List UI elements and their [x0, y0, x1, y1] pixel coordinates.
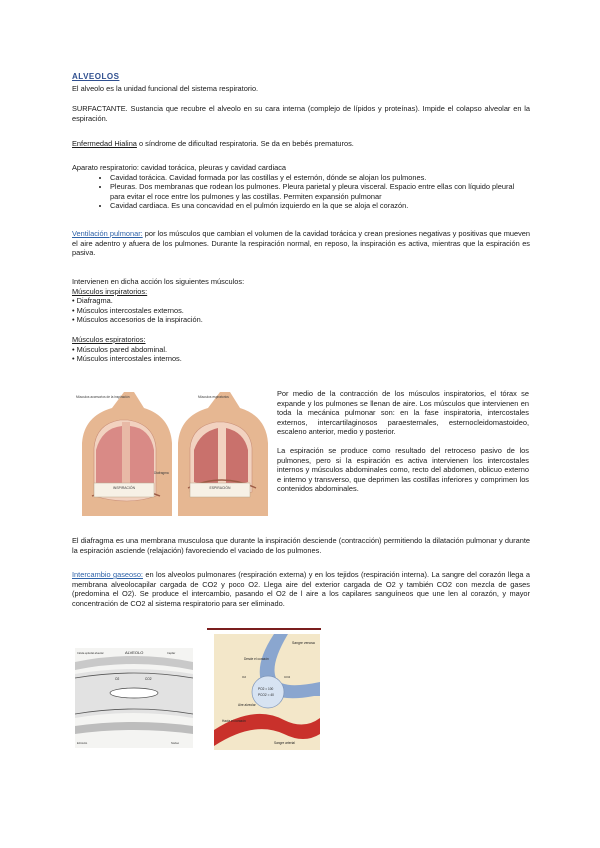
left-caption: INSPIRACIÓN: [112, 486, 136, 490]
intro-text: El alveolo es la unidad funcional del sistema respiratorio.: [72, 84, 259, 93]
side-paragraph-1: Por medio de la contracción de los músculos inspiratorios, el tórax se expande y los pulmones se llenan de aire. Los músculos que intervienen en toda la mecánica pulmonar son: en la fase inspiratoria, intercostales externos, intercartilaginosos paraesternales, esternocleidomastoideo, escaleno anterior, medio y posterior.: [277, 389, 529, 437]
exchange-label: PCO2 = 40: [258, 693, 274, 697]
list-item: • Diafragma.: [72, 296, 113, 306]
intercambio-text: en los alveolos pulmonares (respiración externa) y en los tejidos (respiración interna). La sangre del corazón llega a membrana alveolocapilar cargada de CO2 y poco O2. Llega aire del exterior cargada de O2 y también CO2 con mezcla de gases (predomina el O2). Se produce el intercambio, pasando el O2 de l aire a los capilares sanguíneos que une len al corazón, y mayor concentración de CO2 al sistema respiratorio para ser eliminado.: [72, 570, 530, 608]
alveolus-label: Capilar: [167, 652, 176, 655]
exchange-label: Hacia el corazón: [222, 719, 246, 723]
ventilacion-label: Ventilación pulmonar:: [72, 229, 143, 238]
page-title: ALVEOLOS: [72, 72, 120, 81]
enfermedad-label: Enfermedad Hialina: [72, 139, 137, 148]
exchange-label: PO2 = 100: [258, 687, 274, 691]
exchange-label: Sangre venosa: [292, 641, 315, 645]
aparato-list: [72, 173, 530, 211]
diafragma-text: El diafragma es una membrana musculosa que durante la inspiración desciende (contracción) permitiendo la dilatación pulmonar y durante la espiración asciende (relajación) favoreciendo el vaciado de los pulmones.: [72, 536, 530, 555]
right-top-label: Músculos espiratorios: [198, 395, 229, 399]
list-item: • Músculos pared abdominal.: [72, 344, 168, 354]
side-text: [277, 389, 529, 494]
surfactante-text: Sustancia que recubre el alveolo en su cara interna (complejo de lípidos y proteínas). Impide el colapso alveolar en la espiración.: [72, 104, 530, 123]
gas-exchange-illustration: [214, 634, 320, 750]
left-top-label: Músculos accesorios de la inspiración: [76, 395, 130, 399]
alveolus-label: Eritrocito: [77, 742, 88, 745]
alveolus-illustration: [75, 648, 193, 748]
list-item: • Pleuras. Dos membranas que rodean los pulmones. Pleura parietal y pleura visceral. Espacio entre ellas con líquido pleural para evitar el roce entre los pulmones y las costillas. Permiten expansión pulmonar: [110, 182, 530, 201]
enfermedad-paragraph: [72, 139, 530, 149]
ventilacion-text: por los músculos que cambian el volumen de la cavidad torácica y crean presiones negativas y positivas que mueven el aire adentro y afuera de los pulmones. Durante la respiración normal, en reposo, la inspiración es activa, mientras que la espiración es pasiva.: [72, 229, 530, 258]
alveolus-title: ALVEOLO: [125, 650, 144, 655]
aparato-section: [72, 163, 530, 211]
alveolus-figure: [75, 648, 193, 748]
list-item: • Músculos intercostales internos.: [72, 354, 182, 364]
alveolus-label: O2: [115, 677, 120, 681]
gas-exchange-figure: [214, 634, 320, 750]
list-item: • Cavidad cardiaca. Es una concavidad en el pulmón izquierdo en la que se aloja el corazón.: [110, 201, 530, 211]
divider-line: [207, 628, 321, 630]
musculos-insp-label: Músculos inspiratorios:: [72, 286, 148, 296]
enfermedad-text: o síndrome de dificultad respiratoria. Se da en bebés prematuros.: [136, 139, 354, 148]
alveolus-label: CO2: [145, 677, 152, 681]
aparato-heading: Aparato respiratorio: cavidad torácica, pleuras y cavidad cardiaca: [72, 163, 287, 172]
exchange-label: CO2: [284, 675, 291, 679]
respiration-illustration: [72, 388, 268, 516]
intercambio-paragraph: [72, 570, 530, 608]
intro-paragraph: [72, 84, 530, 94]
alveolus-label: Célula epitelial alveolar: [77, 652, 104, 655]
musculos-section: [72, 277, 530, 364]
exchange-label: O2: [242, 675, 247, 679]
alveolus-label: Núcleo: [171, 742, 180, 745]
surfactante-label: SURFACTANTE.: [72, 104, 128, 113]
ventilacion-paragraph: [72, 229, 530, 258]
side-paragraph-2: La espiración se produce como resultado del retroceso pasivo de los pulmones, pero si la espiración es activa intervienen los intercostales internos y músculos abdominales como, recto del abdomen, oblicuo externo e interno y transverso, que deprimen las costillas inferiores y comprimen los contenidos abdominales.: [277, 445, 529, 494]
musculos-intro: Intervienen en dicha acción los siguientes músculos:: [72, 277, 245, 286]
diafragma-paragraph: [72, 536, 530, 555]
musculos-esp-label: Músculos espiratorios:: [72, 334, 146, 344]
respiration-figure: [72, 388, 268, 516]
surfactante-paragraph: [72, 104, 530, 123]
list-item: • Cavidad torácica. Cavidad formada por las costillas y el esternón, dónde se alojan los pulmones.: [110, 173, 530, 183]
exchange-label: Desde el corazón: [244, 657, 269, 661]
exchange-label: Aire alveolar: [238, 703, 256, 707]
list-item: • Músculos intercostales externos.: [72, 305, 184, 315]
list-item: • Músculos accesorios de la inspiración.: [72, 315, 203, 325]
left-bottom-label: Diafragma: [154, 471, 169, 475]
right-caption: ESPIRACIÓN: [209, 486, 231, 490]
exchange-label: Sangre arterial: [274, 741, 295, 745]
intercambio-label: Intercambio gaseoso:: [72, 570, 143, 579]
